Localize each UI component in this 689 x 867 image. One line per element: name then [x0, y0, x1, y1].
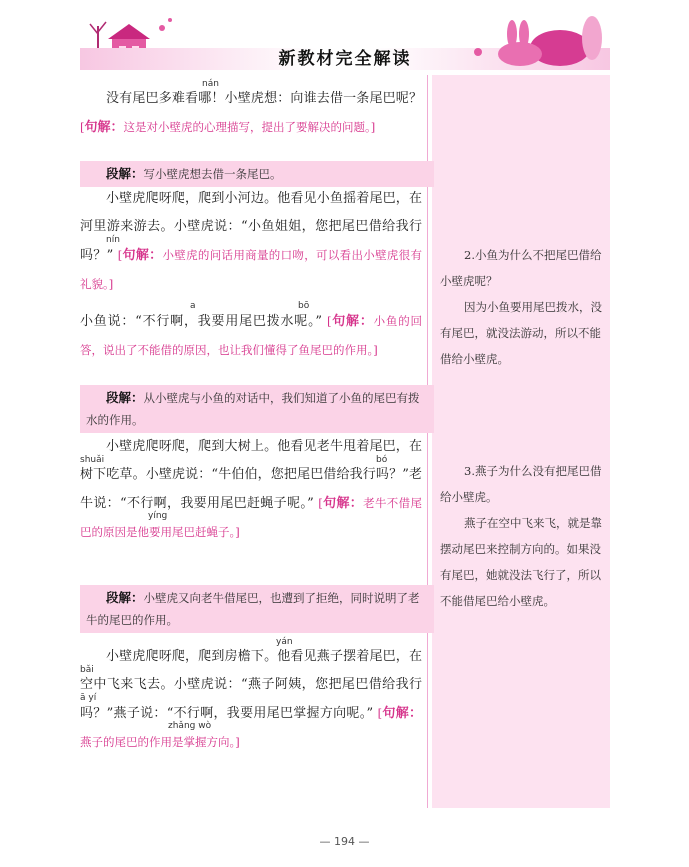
- sidebar-panel: [432, 75, 610, 808]
- annotation-label: 句解：: [382, 706, 422, 721]
- sidebar-answer: 燕子在空中飞来飞，就是靠摆动尾巴来控制方向的。如果没有尾巴，她就没法飞行了，所以不能借尾巴给小壁虎。: [440, 516, 602, 608]
- paragraph-3: [80, 301, 423, 365]
- pinyin-zhangwo: zhǎng wò: [168, 721, 212, 731]
- sentence-annotation: [句解：小壁虎的问话用商量的口吻，可以看出小壁虎很有礼貌。]: [80, 248, 422, 291]
- pinyin-ying: yíng: [148, 511, 168, 521]
- paragraph-1: [80, 79, 422, 142]
- pinyin-bo: bō: [298, 301, 310, 311]
- bunny-flower-decoration-icon: [460, 8, 610, 68]
- page-title: 新教材完全解读: [278, 49, 412, 69]
- paragraph-text: 小壁虎爬呀爬，爬到小河边。他看见小鱼摇着尾巴，在河里游来游去。小壁虎说：“小鱼姐姐，您把尾巴借给我行吗？”: [80, 191, 422, 263]
- pinyin-yan: yán: [276, 637, 293, 647]
- section-label: 段解：: [106, 166, 144, 181]
- section-label: 段解：: [106, 390, 144, 405]
- section-summary-2: [80, 385, 434, 433]
- annotation-text: 老牛不借尾巴的原因是他要用尾巴赶蝇子。: [80, 496, 422, 539]
- section-summary-1: [80, 161, 434, 187]
- annotation-label: 句解：: [331, 314, 374, 329]
- section-text: 从小壁虎与小鱼的对话中，我们知道了小鱼的尾巴有拨水的作用。: [86, 391, 420, 427]
- section-label: 段解：: [106, 590, 144, 605]
- paragraph-text: 小壁虎爬呀爬，爬到房檐下。他看见燕子摆着尾巴，在空中飞来飞去。小壁虎说：“燕子阿姨，您把尾巴借给我行吗？”燕子说：“不行啊，我要用尾巴掌握方向呢。”: [80, 649, 422, 721]
- pinyin-shuai: shuǎi: [80, 455, 105, 465]
- sentence-annotation: [句解：燕子的尾巴的作用是掌握方向。]: [80, 706, 422, 749]
- annotation-label: 句解：: [322, 496, 364, 511]
- page-header: [80, 8, 610, 70]
- pinyin-nin: nín: [106, 235, 120, 245]
- sidebar-qa-2: [440, 458, 606, 614]
- paragraph-2: [80, 185, 422, 299]
- page-number: — 194 —: [319, 835, 370, 848]
- paragraph-text: 小壁虎爬呀爬，爬到大树上。他看见老牛甩着尾巴，在树下吃草。小壁虎说：“牛伯伯，您把尾巴借给我行吗？”老牛说：“不行啊，我要用尾巴赶蝇子呢。”: [80, 439, 422, 511]
- paragraph-text: 小鱼说：“不行啊，我要用尾巴拨水呢。”: [80, 314, 323, 329]
- section-text: 小壁虎又向老牛借尾巴，也遭到了拒绝，同时说明了老牛的尾巴的作用。: [86, 591, 420, 627]
- pinyin-ayi: ā yí: [80, 693, 97, 703]
- paragraph-5: [80, 637, 422, 757]
- paragraph-4: [80, 433, 422, 547]
- pinyin-a: a: [190, 301, 196, 311]
- section-summary-3: [80, 585, 434, 633]
- sidebar-question: 3.燕子为什么没有把尾巴借给小壁虎。: [440, 464, 602, 504]
- annotation-label: 句解：: [122, 248, 163, 263]
- sentence-annotation: [句解：老牛不借尾巴的原因是他要用尾巴赶蝇子。]: [80, 496, 422, 539]
- pinyin-bo2: bó: [376, 455, 388, 465]
- annotation-text: 小鱼的回答，说出了不能借的原因，也让我们懂得了鱼尾巴的作用。: [80, 314, 423, 357]
- pinyin-bai: bǎi: [80, 665, 94, 675]
- sentence-annotation: [句解：这是对小壁虎的心理描写，提出了要解决的问题。]: [80, 120, 376, 135]
- section-text: 写小壁虎想去借一条尾巴。: [143, 167, 282, 181]
- annotation-text: 这是对小壁虎的心理描写，提出了要解决的问题。: [123, 120, 371, 134]
- sentence-annotation: [句解：小鱼的回答，说出了不能借的原因，也让我们懂得了鱼尾巴的作用。]: [80, 314, 423, 357]
- sidebar-question: 2.小鱼为什么不把尾巴借给小壁虎呢？: [440, 248, 602, 288]
- pinyin-nan: nán: [202, 79, 219, 89]
- sidebar-qa-1: [440, 242, 606, 372]
- annotation-text: 小壁虎的问话用商量的口吻，可以看出小壁虎很有礼貌。: [80, 248, 422, 291]
- annotation-text: 燕子的尾巴的作用是掌握方向。: [80, 735, 236, 749]
- sidebar-answer: 因为小鱼要用尾巴拨水，没有尾巴，就没法游动，所以不能借给小壁虎。: [440, 300, 602, 366]
- annotation-label: 句解：: [84, 120, 124, 135]
- paragraph-text: 没有尾巴多难看哪！小壁虎想：向谁去借一条尾巴呢？: [106, 91, 422, 106]
